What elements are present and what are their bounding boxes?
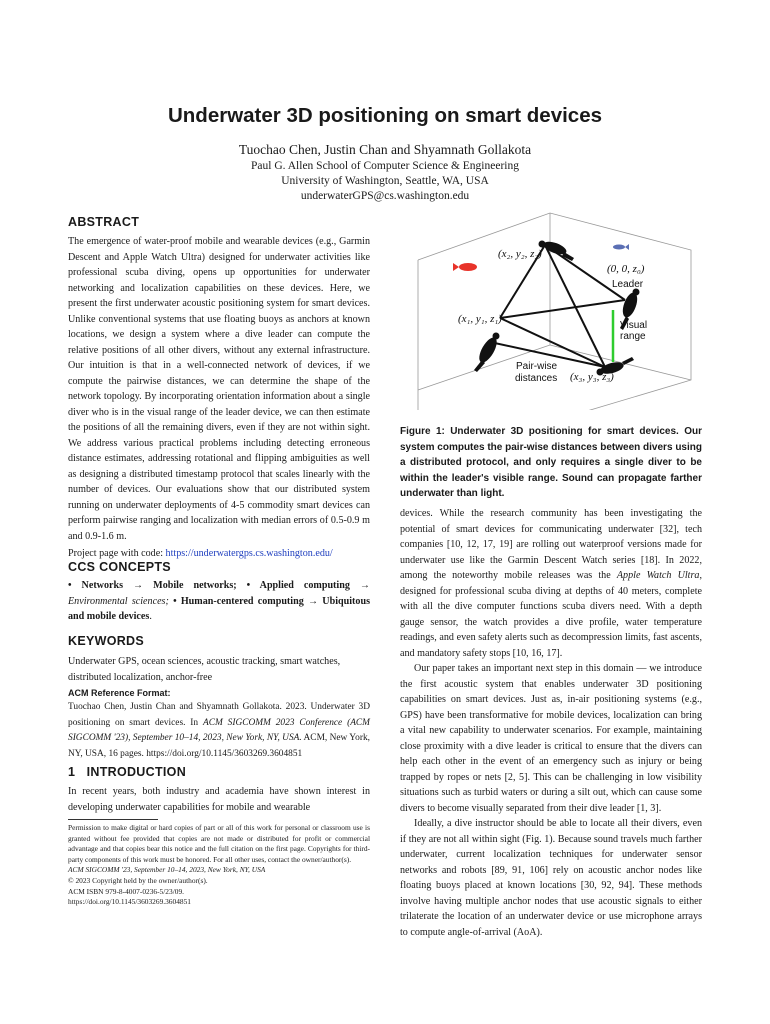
project-link[interactable]: https://underwatergps.cs.washington.edu/ xyxy=(165,548,333,559)
distances-label: distances xyxy=(515,373,558,384)
ref-part1: Tuochao Chen, Justin Chan and Shyamnath Gollakota. 2023. Underwater 3D positioning on smart devices. In xyxy=(68,702,370,728)
ref-part2: ACM, New York, NY, USA, 16 pages. https://doi.org/10.1145/3603269.3604851 xyxy=(68,733,370,759)
paper-title: Underwater 3D positioning on smart devices xyxy=(167,104,602,127)
keywords-heading: KEYWORDS xyxy=(68,634,145,648)
right-p1-italic: Apple Watch Ultra xyxy=(616,570,700,581)
visual-label: Visual xyxy=(620,320,648,331)
footnote-copyright: © 2023 Copyright held by the owner/author(s). xyxy=(68,875,208,885)
pairwise-lines xyxy=(490,245,625,367)
ccs-end: . xyxy=(149,611,152,622)
ref-body xyxy=(68,700,370,762)
affiliation-dept: Paul G. Allen School of Computer Science & Engineering xyxy=(251,160,519,172)
intro-title: INTRODUCTION xyxy=(86,765,187,779)
diver-top xyxy=(539,239,575,261)
footnote-permission: Permission to make digital or hard copies of part or all of this work for personal or classroom use is granted without fee provided that copies are not made or distributed for profit or commercial advantage and that copies bear this notice and the full citation on the first page. Copyrights for third-party components of this work must be honored. For all other uses, contact the owner/author(s). xyxy=(68,823,370,864)
ccs-body xyxy=(68,578,370,625)
ref-venue: ACM SIGCOMM 2023 Conference (ACM SIGCOMM '23), September 10–14, 2023, New York, NY, USA. xyxy=(68,717,370,743)
figure-1 xyxy=(400,210,700,410)
ccs-item-hcc: • Human-centered computing → Ubiquitous and mobile devices xyxy=(68,595,370,622)
right-p1 xyxy=(400,506,702,661)
ccs-heading: CCS CONCEPTS xyxy=(68,560,171,574)
abstract-text: The emergence of water-proof mobile and wearable devices (e.g., Garmin Descent and Apple Watch Ultra) designed for underwater activities like professional scuba diving, opens up opportunities for underwater networking and localization capabilities on these devices. Here, we present the first underwater acoustic positioning system for smart devices. Unlike conventional systems that use floating buoys as anchors at known locations, we design a system where a dive leader can compute the relative positions of all other divers, without any external infrastructure. Our intuition is that in a well-connected network of devices, if we compute the pairwise distances, we can determine the shape of the network topology. By incorporating orientation information about a single diver who is in the visual range of the leader device, we can then estimate the positions of all the remaining divers, even if they are not within sight. We address various practical problems including detecting erroneous distance estimates, addressing rotational and flipping ambiguities as well as designing a distributed timestamp protocol that scales linearly with the number of devices. Our evaluations show that our distributed system running on underwater deployments of 4-5 commodity smart devices can perform pairwise ranging and localization with median errors of 0.5-0.9 m and 0.9-1.6 m. xyxy=(68,236,370,542)
blue-fish-icon xyxy=(613,244,629,250)
footnote-conf: ACM SIGCOMM '23, September 10–14, 2023, New York, NY, USA xyxy=(68,865,266,875)
footnote-isbn: ACM ISBN 979-8-4007-0236-5/23/09. xyxy=(68,886,184,896)
figure-caption: Figure 1: Underwater 3D positioning for smart devices. Our system computes the pair-wise distances between divers using a distributed protocol, and only requires a single diver to be within the leader's visible range. Sound can propagate farther underwater than light. xyxy=(400,426,702,499)
abstract-heading: ABSTRACT xyxy=(68,215,140,229)
keywords-body: Underwater GPS, ocean sciences, acoustic tracking, smart watches, distributed localization, anchor-free xyxy=(68,656,341,683)
ccs-item-networks: • Networks → Mobile networks; xyxy=(68,580,237,591)
right-p2: Our paper takes an important next step in this domain — we introduce the first acoustic system that enables underwater 3D positioning capabilities on smart devices. Just as, in-air positioning systems (e.g., GPS) have been transformative for mobile devices, localization can bring a vital new capability to underwater scenarios. For example, maintaining close proximity with a dive leader is critical to ensure that the divers can help each other in the event of an emergency such as injury or being trapped by ropes or nets [2, 5]. This can be challenging in low visibility situations such as turbid waters or during a silt out, which can cause some divers to become visually separated from their dive leader [1, 3]. xyxy=(400,663,702,814)
red-fish-icon xyxy=(453,263,477,271)
pairwise-label: Pair-wise xyxy=(516,361,558,372)
right-p3: Ideally, a dive instructor should be able to locate all their divers, even if they are not all within sight (Fig. 1). Because sound travels much farther underwater, current localization techniques for underwater sensor networks and robots [89, 91, 106] rely on acoustic anchor nodes like floating buoys placed at known locations [30, 92, 94]. These methods involve having multiple anchor nodes that use acoustic signals to either trilaterate the location of an underwater device or use microphone arrays to compute angle-of-arrival (AoA). xyxy=(400,818,702,938)
affiliation-email: underwaterGPS@cs.washington.edu xyxy=(300,190,470,202)
coord-bottom: (x₃, y₃, z₃) xyxy=(570,371,614,383)
intro-lead: In recent years, both industry and academia have shown interest in developing underwater capabilities for mobile and wearable xyxy=(68,786,370,813)
right-p1-b: , designed for professional scuba diving at depths of 40 meters, complete with all the dive computer functions scuba divers need. With a depth gauge sensor, the watch provides a dive profile, water temperature readings, and even safety alerts such as decompression limits, fast ascents, and mandatory safety stops [10, 16, 17]. xyxy=(400,570,702,659)
authors: Tuochao Chen, Justin Chan and Shyamnath Gollakota xyxy=(238,142,532,157)
right-p1-a: devices. While the research community has been investigating the potential of smart devices for communicating underwater [32], tech companies [10, 12, 17, 19] are rolling out waterproof versions made for underwater use like the Garmin Descent Watch series [18]. In 2022, among the noteworthy mobile releases was the xyxy=(400,508,702,581)
footnote-rule xyxy=(68,819,158,820)
intro-heading xyxy=(68,765,186,779)
affiliation-university: University of Washington, Seattle, WA, USA xyxy=(281,175,489,187)
ccs-item-env: Environmental sciences; xyxy=(68,595,169,607)
ccs-item-applied: • Applied computing → xyxy=(236,580,370,591)
footnote xyxy=(68,823,370,908)
leader-label: Leader xyxy=(612,279,644,290)
intro-number: 1 xyxy=(68,765,76,779)
right-column-text xyxy=(400,506,702,940)
project-label: Project page with code: xyxy=(68,548,166,559)
footnote-doi: https://doi.org/10.1145/3603269.3604851 xyxy=(68,897,191,907)
coord-top: (x₂, y₂, z₂) xyxy=(498,248,542,260)
ref-heading: ACM Reference Format: xyxy=(68,688,171,698)
range-label: range xyxy=(620,331,646,342)
abstract-body xyxy=(68,234,370,562)
coord-left: (x₁, y₁, z₁) xyxy=(458,313,502,325)
coord-leader: (0, 0, z₀) xyxy=(607,263,645,275)
